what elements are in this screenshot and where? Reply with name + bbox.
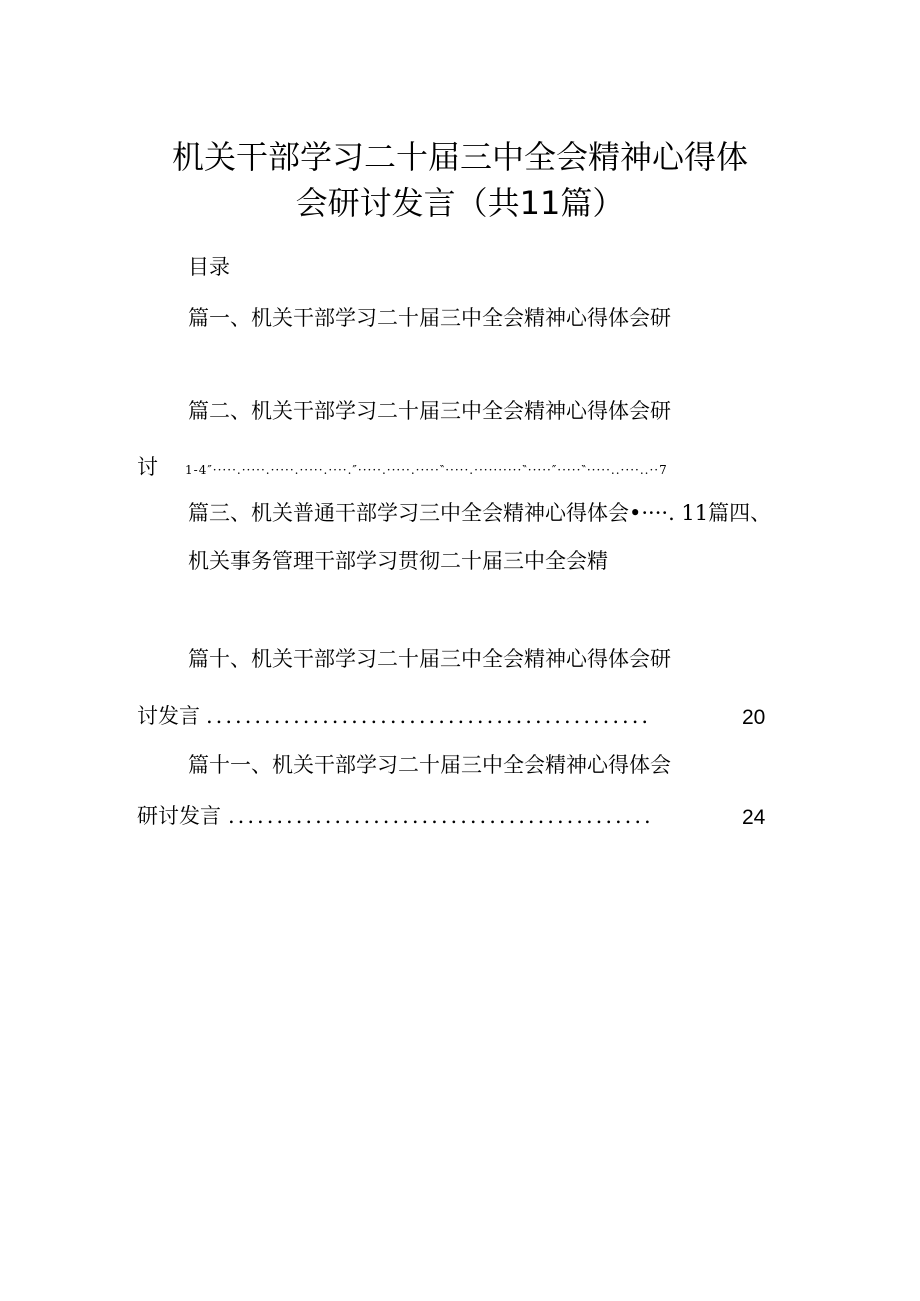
- toc-entry-11: 篇十一、机关干部学习二十届三中全会精神心得体会: [188, 753, 671, 777]
- toc-heading: 目录: [188, 255, 230, 279]
- toc-entry-3: 篇三、机关普通干部学习三中全会精神心得体会•····. 11篇四、: [188, 501, 772, 525]
- document-title-line-2: 会研讨发言（共11篇）: [295, 184, 625, 222]
- toc-entry-2: 篇二、机关干部学习二十届三中全会精神心得体会研: [188, 399, 671, 423]
- toc-entry-11-continuation: 研讨发言: [137, 804, 221, 828]
- toc-entry-2-continuation: 讨: [137, 455, 158, 479]
- toc-entry-10-page: 20: [742, 706, 766, 729]
- toc-entry-1: 篇一、机关干部学习二十届三中全会精神心得体会研: [188, 306, 671, 330]
- toc-entry-4: 机关事务管理干部学习贯彻二十届三中全会精: [188, 549, 608, 573]
- toc-entry-11-page: 24: [742, 806, 766, 829]
- toc-entry-10-leader: ..............................................: [206, 704, 652, 728]
- toc-entry-2-leader: 1-4″·····.·····.·····.·····.····.″·····.·····.·····‶·····.··········‶·····″·····‶·····..····..··7: [185, 463, 668, 477]
- toc-entry-10-continuation: 讨发言: [137, 704, 200, 728]
- document-title-line-1: 机关干部学习二十届三中全会精神心得体: [171, 138, 748, 176]
- toc-entry-11-leader: ............................................: [228, 804, 654, 828]
- toc-entry-10: 篇十、机关干部学习二十届三中全会精神心得体会研: [188, 647, 671, 671]
